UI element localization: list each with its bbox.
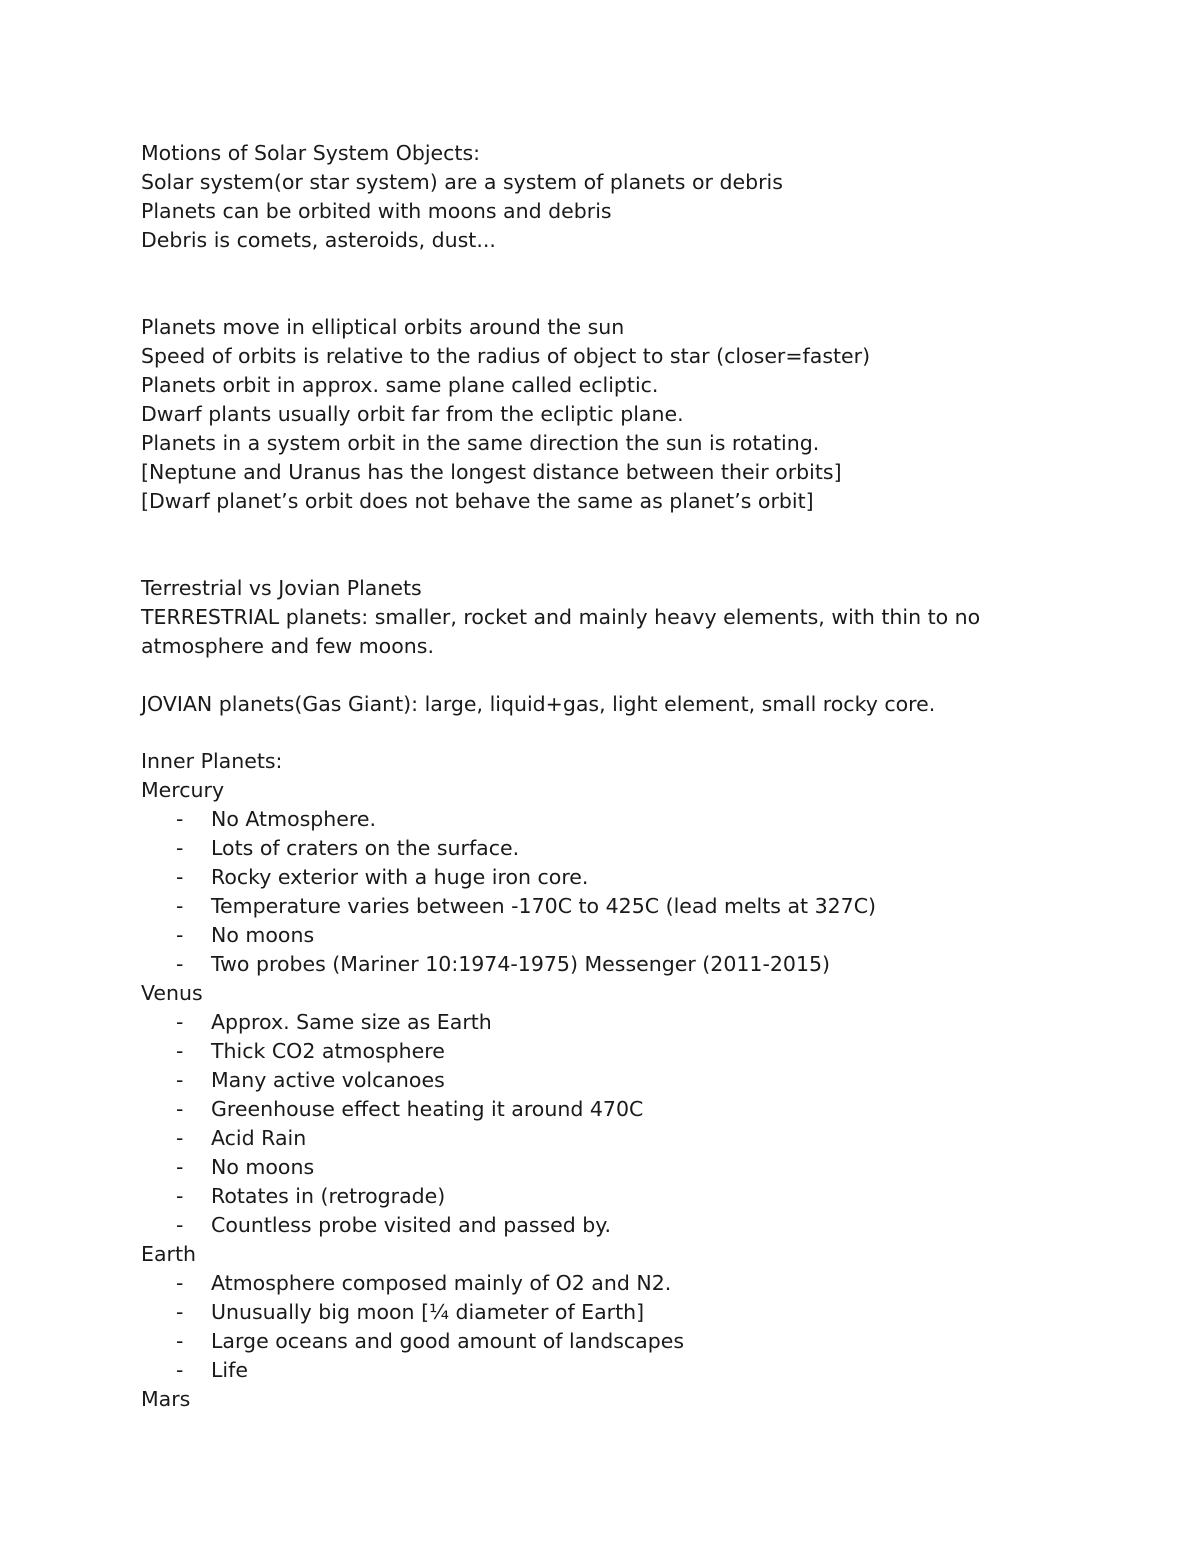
list-item-text: Two probes (Mariner 10:1974-1975) Messenger (2011-2015)	[211, 952, 831, 976]
bullet-dash: -	[176, 865, 184, 889]
bullet-dash: -	[176, 1184, 184, 1208]
planet-heading-mercury: Mercury	[141, 778, 225, 802]
document-page	[141, 139, 1041, 1414]
list-item-text: No Atmosphere.	[211, 807, 377, 831]
text-line: [Dwarf planet’s orbit does not behave the same as planet’s orbit]	[141, 489, 814, 513]
planet-heading-earth: Earth	[141, 1242, 196, 1266]
bullet-dash: -	[176, 807, 184, 831]
list-item	[141, 1211, 1041, 1240]
spacer	[141, 516, 1041, 574]
spacer	[141, 255, 1041, 313]
bullet-dash: -	[176, 894, 184, 918]
earth-list	[141, 1269, 1041, 1385]
list-item	[141, 892, 1041, 921]
text-line: Planets in a system orbit in the same direction the sun is rotating.	[141, 431, 820, 455]
list-item	[141, 805, 1041, 834]
list-item-text: Atmosphere composed mainly of O2 and N2.	[211, 1271, 672, 1295]
list-item-text: Temperature varies between -170C to 425C (lead melts at 327C)	[211, 894, 877, 918]
list-item-text: No moons	[211, 923, 315, 947]
section-title-terrestrial-vs-jovian: Terrestrial vs Jovian Planets	[141, 576, 422, 600]
bullet-dash: -	[176, 1039, 184, 1063]
bullet-dash: -	[176, 1300, 184, 1324]
terrestrial-paragraph: TERRESTRIAL planets: smaller, rocket and mainly heavy elements, with thin to no atmosphere and few moons.	[141, 605, 981, 658]
text-line: [Neptune and Uranus has the longest distance between their orbits]	[141, 460, 842, 484]
list-item	[141, 1066, 1041, 1095]
bullet-dash: -	[176, 1358, 184, 1382]
text-line: Planets move in elliptical orbits around the sun	[141, 315, 625, 339]
list-item	[141, 1124, 1041, 1153]
list-item-text: Thick CO2 atmosphere	[211, 1039, 445, 1063]
spacer	[141, 719, 1041, 747]
bullet-dash: -	[176, 1329, 184, 1353]
list-item	[141, 863, 1041, 892]
bullet-dash: -	[176, 836, 184, 860]
list-item	[141, 1008, 1041, 1037]
bullet-dash: -	[176, 1068, 184, 1092]
list-item	[141, 1356, 1041, 1385]
text-line: Planets orbit in approx. same plane called ecliptic.	[141, 373, 659, 397]
bullet-dash: -	[176, 1126, 184, 1150]
bullet-dash: -	[176, 1155, 184, 1179]
list-item	[141, 1327, 1041, 1356]
section-title-inner-planets: Inner Planets:	[141, 749, 283, 773]
list-item-text: Unusually big moon [¼ diameter of Earth]	[211, 1300, 645, 1324]
list-item	[141, 1153, 1041, 1182]
list-item-text: Lots of craters on the surface.	[211, 836, 520, 860]
list-item	[141, 921, 1041, 950]
list-item-text: Acid Rain	[211, 1126, 307, 1150]
bullet-dash: -	[176, 1213, 184, 1237]
bullet-dash: -	[176, 1271, 184, 1295]
planet-heading-venus: Venus	[141, 981, 203, 1005]
list-item-text: Large oceans and good amount of landscapes	[211, 1329, 685, 1353]
planet-heading-mars: Mars	[141, 1387, 191, 1411]
text-line: Debris is comets, asteroids, dust...	[141, 228, 496, 252]
text-line: Dwarf plants usually orbit far from the ecliptic plane.	[141, 402, 684, 426]
spacer	[141, 661, 1041, 690]
bullet-dash: -	[176, 1010, 184, 1034]
list-item	[141, 1095, 1041, 1124]
jovian-paragraph: JOVIAN planets(Gas Giant): large, liquid+gas, light element, small rocky core.	[141, 692, 936, 716]
list-item	[141, 1182, 1041, 1211]
list-item	[141, 1269, 1041, 1298]
list-item-text: Rocky exterior with a huge iron core.	[211, 865, 589, 889]
text-line: Speed of orbits is relative to the radius of object to star (closer=faster)	[141, 344, 871, 368]
list-item	[141, 1298, 1041, 1327]
text-line: Planets can be orbited with moons and debris	[141, 199, 612, 223]
bullet-dash: -	[176, 952, 184, 976]
list-item	[141, 834, 1041, 863]
list-item	[141, 1037, 1041, 1066]
list-item-text: Many active volcanoes	[211, 1068, 445, 1092]
bullet-dash: -	[176, 1097, 184, 1121]
list-item-text: Rotates in (retrograde)	[211, 1184, 446, 1208]
text-line: Solar system(or star system) are a system of planets or debris	[141, 170, 783, 194]
list-item-text: Countless probe visited and passed by.	[211, 1213, 612, 1237]
list-item-text: Greenhouse effect heating it around 470C	[211, 1097, 644, 1121]
mercury-list	[141, 805, 1041, 979]
list-item-text: No moons	[211, 1155, 315, 1179]
list-item-text: Approx. Same size as Earth	[211, 1010, 492, 1034]
list-item	[141, 950, 1041, 979]
section-title-motions: Motions of Solar System Objects:	[141, 141, 481, 165]
list-item-text: Life	[211, 1358, 248, 1382]
bullet-dash: -	[176, 923, 184, 947]
venus-list	[141, 1008, 1041, 1240]
